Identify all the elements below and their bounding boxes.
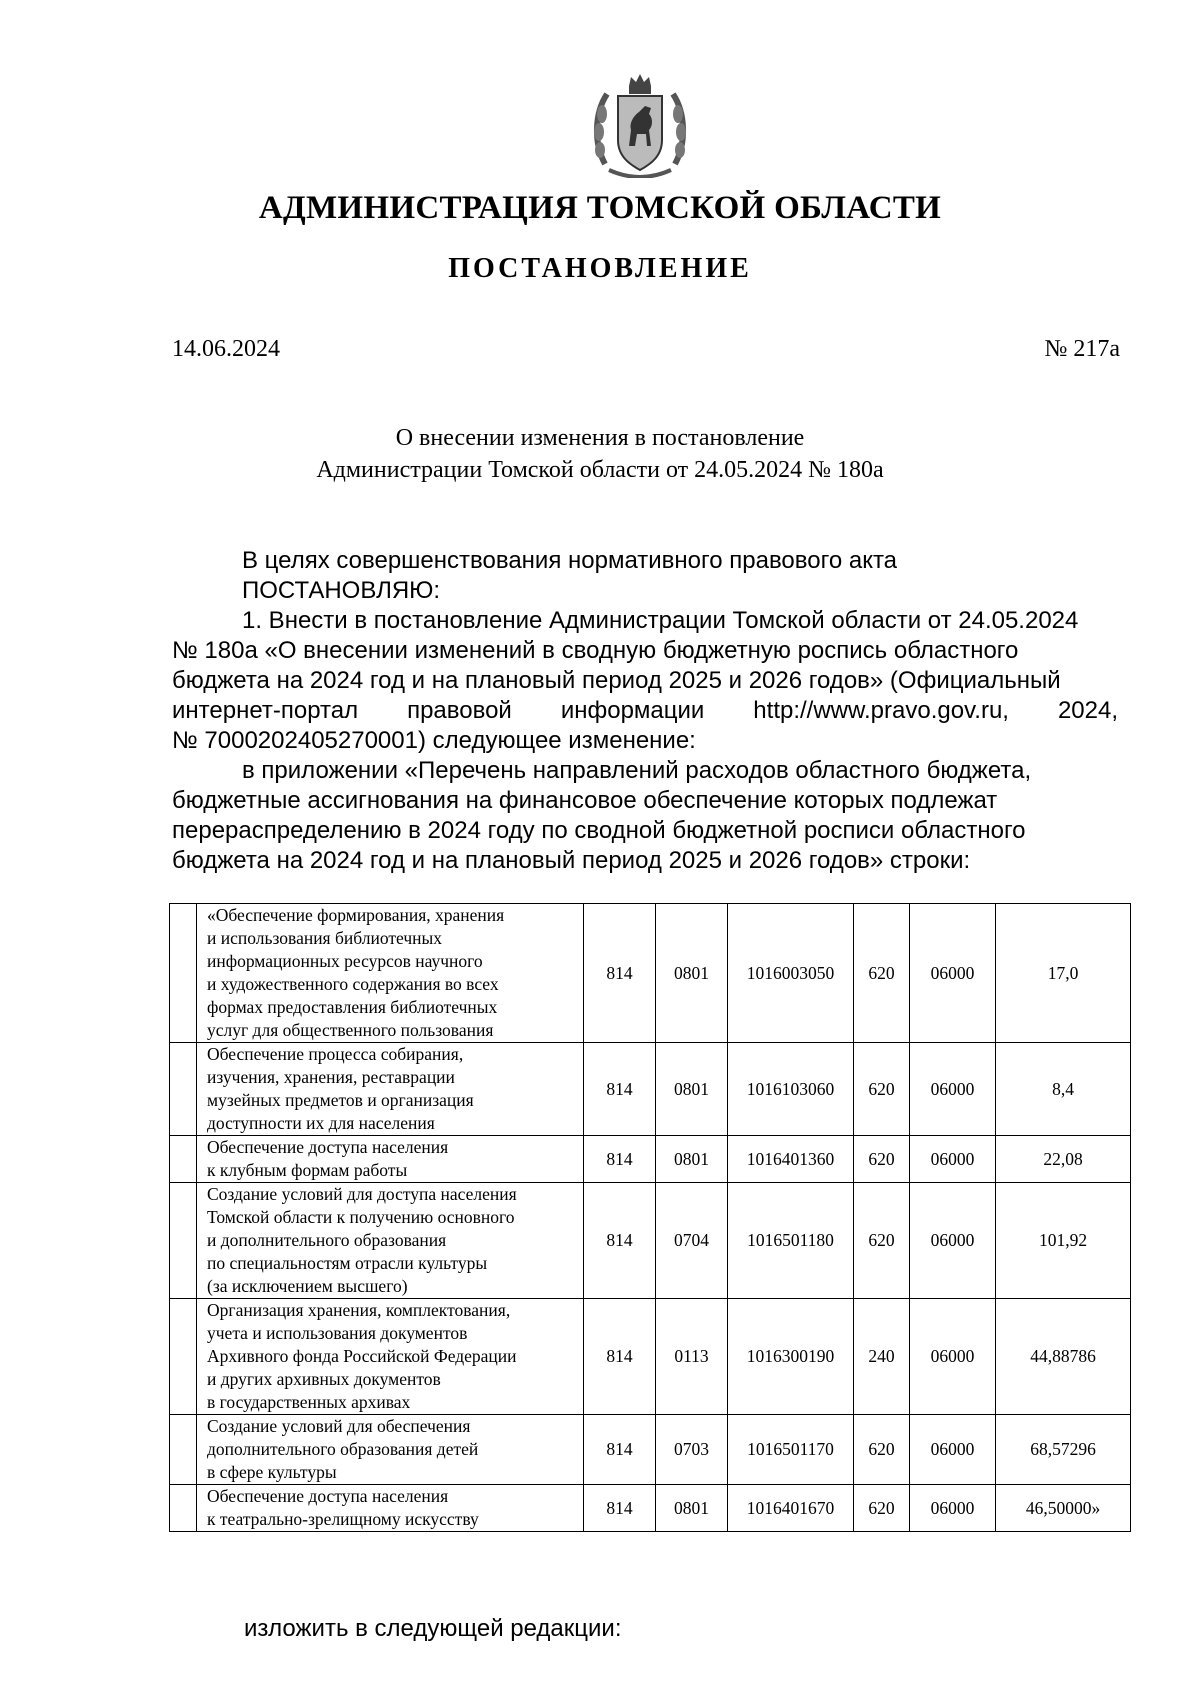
extra-code-cell: 06000 — [910, 1415, 996, 1485]
closing-text: изложить в следующей редакции: — [244, 1615, 622, 1642]
document-date: 14.06.2024 — [172, 336, 280, 362]
amount-cell: 22,08 — [996, 1136, 1131, 1183]
target-code-cell: 1016003050 — [728, 904, 854, 1043]
empty-cell — [170, 1043, 197, 1136]
purpose-text: В целях совершенствования нормативного правового акта — [242, 547, 898, 574]
table-row — [170, 1485, 1131, 1532]
expense-name-cell: Создание условий для обеспечения дополнительного образования детей в сфере культуры — [197, 1415, 584, 1485]
table-row — [170, 1415, 1131, 1485]
item-1-line: № 7000202405270001) следующее изменение: — [172, 727, 696, 754]
expense-type-cell: 620 — [854, 1183, 910, 1299]
empty-cell — [170, 1485, 197, 1532]
expense-type-cell: 620 — [854, 1136, 910, 1183]
section-code-cell: 0703 — [656, 1415, 728, 1485]
table-row — [170, 1183, 1131, 1299]
document-number: № 217а — [1044, 336, 1120, 362]
expense-name-cell: Организация хранения, комплектования, учета и использования документов Архивного фонда Российской Федерации и других архивных документов в государственных архивах — [197, 1299, 584, 1415]
table-row — [170, 1136, 1131, 1183]
extra-code-cell: 06000 — [910, 1299, 996, 1415]
extra-code-cell: 06000 — [910, 1136, 996, 1183]
item-1-line: № 180а «О внесении изменений в сводную бюджетную роспись областного — [172, 637, 1019, 664]
target-code-cell: 1016401360 — [728, 1136, 854, 1183]
document-subject — [0, 422, 1200, 486]
pravo-link[interactable]: http://www.pravo.gov.ru, — [753, 697, 1009, 724]
table-row — [170, 1043, 1131, 1136]
target-code-cell: 1016300190 — [728, 1299, 854, 1415]
expense-type-cell: 620 — [854, 1043, 910, 1136]
extra-code-cell: 06000 — [910, 904, 996, 1043]
item-1-line: бюджета на 2024 год и на плановый период 2025 и 2026 годов» (Официальный — [172, 667, 1061, 694]
empty-cell — [170, 1299, 197, 1415]
expense-type-cell: 620 — [854, 904, 910, 1043]
expense-name-cell: Обеспечение доступа населения к клубным формам работы — [197, 1136, 584, 1183]
empty-cell — [170, 1415, 197, 1485]
expense-name-cell: Обеспечение процесса собирания, изучения, хранения, реставрации музейных предметов и организация доступности их для населения — [197, 1043, 584, 1136]
expense-name-cell: «Обеспечение формирования, хранения и использования библиотечных информационных ресурсов научного и художественного содержания во всех формах предоставления библиотечных услуг для общественного пользования — [197, 904, 584, 1043]
amount-cell: 101,92 — [996, 1183, 1131, 1299]
section-code-cell: 0801 — [656, 904, 728, 1043]
item-1-line: 1. Внести в постановление Администрации Томской области от 24.05.2024 — [242, 607, 1079, 634]
item-1-word: интернет-портал — [172, 697, 359, 724]
amount-cell: 46,50000» — [996, 1485, 1131, 1532]
target-code-cell: 1016501180 — [728, 1183, 854, 1299]
amount-cell: 68,57296 — [996, 1415, 1131, 1485]
ministry-code-cell: 814 — [584, 1485, 656, 1532]
section-code-cell: 0704 — [656, 1183, 728, 1299]
section-code-cell: 0113 — [656, 1299, 728, 1415]
organization-title: АДМИНИСТРАЦИЯ ТОМСКОЙ ОБЛАСТИ — [258, 190, 942, 226]
ministry-code-cell: 814 — [584, 1136, 656, 1183]
subject-line: Администрации Томской области от 24.05.2024 № 180а — [316, 457, 884, 483]
section-code-cell: 0801 — [656, 1136, 728, 1183]
target-code-cell: 1016501170 — [728, 1415, 854, 1485]
item-1-word: 2024, — [1057, 697, 1118, 724]
extra-code-cell: 06000 — [910, 1043, 996, 1136]
expense-type-cell: 620 — [854, 1415, 910, 1485]
empty-cell — [170, 1183, 197, 1299]
expense-name-cell: Создание условий для доступа населения Томской области к получению основного и дополнительного образования по специальностям отрасли культуры (за исключением высшего) — [197, 1183, 584, 1299]
annex-line: перераспределению в 2024 году по сводной бюджетной росписи областного — [172, 817, 1026, 844]
section-code-cell: 0801 — [656, 1043, 728, 1136]
budget-rows-table — [169, 903, 1131, 1532]
resolve-text: ПОСТАНОВЛЯЮ: — [242, 577, 441, 604]
ministry-code-cell: 814 — [584, 1299, 656, 1415]
table-row — [170, 1299, 1131, 1415]
extra-code-cell: 06000 — [910, 1485, 996, 1532]
annex-line: бюджета на 2024 год и на плановый период 2025 и 2026 годов» строки: — [172, 847, 971, 874]
ministry-code-cell: 814 — [584, 1183, 656, 1299]
subject-line: О внесении изменения в постановление — [395, 425, 805, 451]
amount-cell: 8,4 — [996, 1043, 1131, 1136]
amount-cell: 44,88786 — [996, 1299, 1131, 1415]
extra-code-cell: 06000 — [910, 1183, 996, 1299]
item-1-word: правовой — [407, 697, 512, 724]
table-row — [170, 904, 1131, 1043]
item-1-line — [172, 696, 1118, 726]
ministry-code-cell: 814 — [584, 904, 656, 1043]
empty-cell — [170, 1136, 197, 1183]
ministry-code-cell: 814 — [584, 1415, 656, 1485]
coat-of-arms-icon — [591, 72, 689, 178]
expense-type-cell: 240 — [854, 1299, 910, 1415]
amount-cell: 17,0 — [996, 904, 1131, 1043]
expense-name-cell: Обеспечение доступа населения к театрально-зрелищному искусству — [197, 1485, 584, 1532]
annex-line: бюджетные ассигнования на финансовое обеспечение которых подлежат — [172, 787, 998, 814]
document-type: ПОСТАНОВЛЕНИЕ — [448, 253, 752, 284]
empty-cell — [170, 904, 197, 1043]
section-code-cell: 0801 — [656, 1485, 728, 1532]
target-code-cell: 1016401670 — [728, 1485, 854, 1532]
target-code-cell: 1016103060 — [728, 1043, 854, 1136]
expense-type-cell: 620 — [854, 1485, 910, 1532]
ministry-code-cell: 814 — [584, 1043, 656, 1136]
document-body — [172, 546, 1118, 876]
annex-line: в приложении «Перечень направлений расходов областного бюджета, — [242, 757, 1032, 784]
item-1-word: информации — [560, 697, 705, 724]
